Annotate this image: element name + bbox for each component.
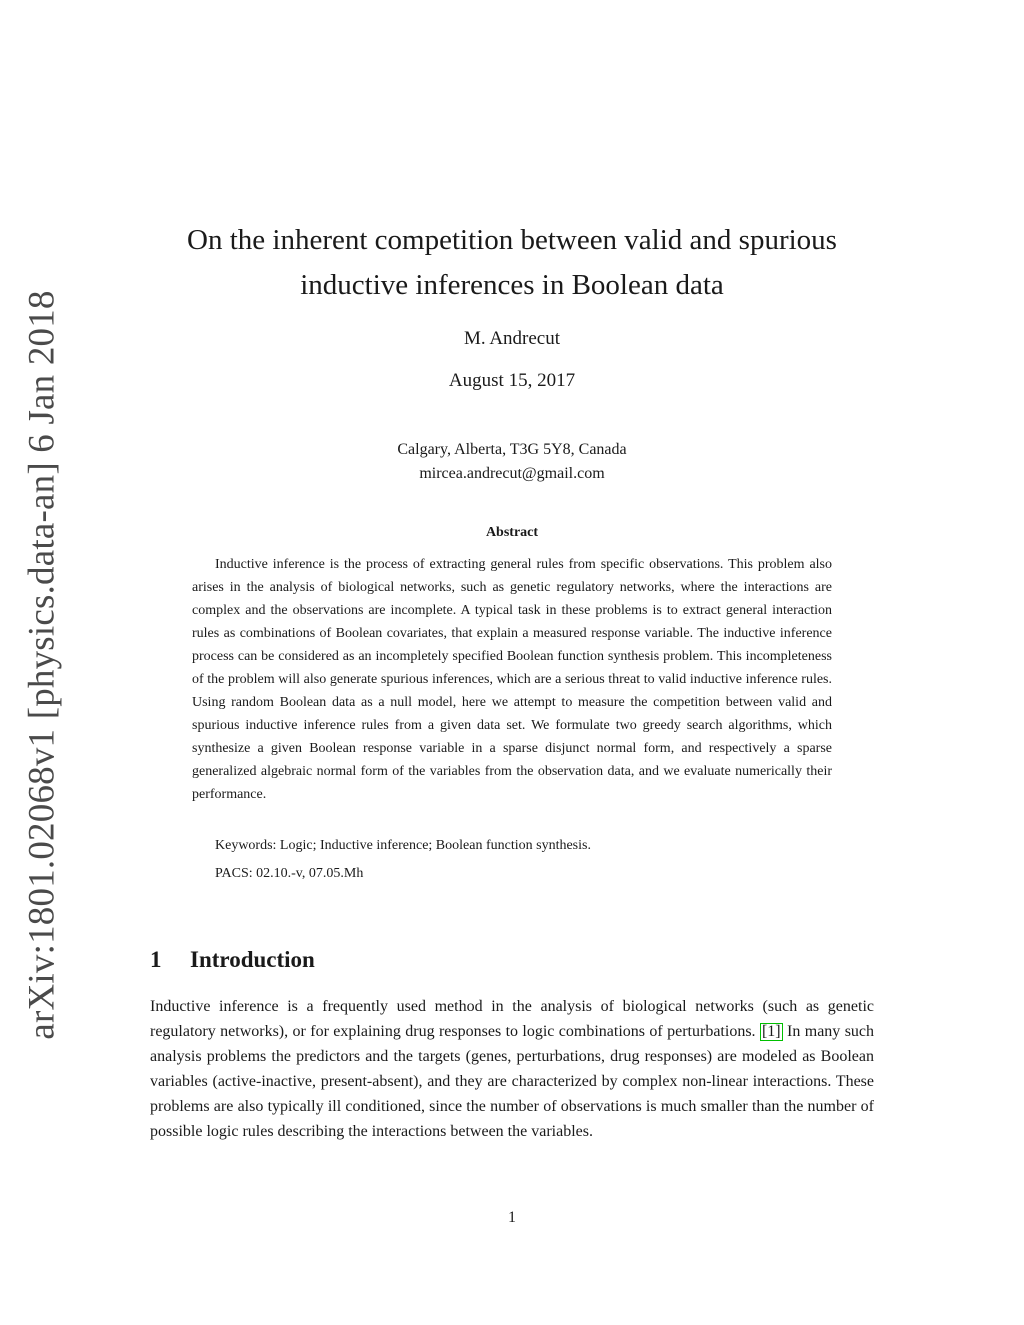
page-number: 1 (508, 1209, 516, 1226)
title-line-1: On the inherent competition between valid and spurious (187, 224, 837, 256)
author-name: M. Andrecut (463, 328, 561, 349)
affiliation-address: Calgary, Alberta, T3G 5Y8, Canada (397, 441, 627, 458)
intro-text-before-citation: Inductive inference is a frequently used method in the analysis of biological networks (such as genetic regulatory networks), or for explaining drug responses to logic combinations of perturbations. (150, 998, 874, 1040)
abstract-text: Inductive inference is the process of extracting general rules from specific observations. This problem also arises in the analysis of biological networks, such as genetic regulatory networks, where the interactions are complex and the observations are incomplete. A typical task in these problems is to extract general interaction rules as combinations of Boolean covariates, that explain a measured response variable. The inductive inference process can be considered as an incompletely specified Boolean function synthesis problem. This incompleteness of the problem will also generate spurious inferences, which are a serious threat to valid inductive inference rules. Using random Boolean data as a null model, here we attempt to measure the competition between valid and spurious inductive inference rules from a given data set. We formulate two greedy search algorithms, which synthesize a given Boolean response variable in a sparse disjunct normal form, and respectively a sparse generalized algebraic normal form of the variables from the observation data, and we evaluate numerically their performance. (192, 557, 832, 802)
citation-link[interactable]: [1] (761, 1023, 781, 1040)
pacs-line: PACS: 02.10.-v, 07.05.Mh (215, 866, 364, 881)
section-heading-introduction (150, 947, 315, 973)
arxiv-identifier: arXiv:1801.02068v1 [physics.data-an] 6 Jan 2018 (21, 290, 63, 1040)
intro-text-after-citation: In many such analysis problems the predictors and the targets (genes, perturbations, drug responses) are modeled as Boolean variables (active-inactive, present-absent), and they are characterized by complex non-linear interactions. These problems are also typically ill conditioned, since the number of observations is much smaller than the number of possible logic rules describing the interactions between the variables. (150, 1023, 875, 1140)
section-number: 1 (150, 947, 162, 972)
section-title: Introduction (190, 947, 315, 972)
title-line-2: inductive inferences in Boolean data (300, 269, 724, 301)
paper-date: August 15, 2017 (448, 370, 576, 391)
paper-title (150, 218, 874, 308)
abstract-heading: Abstract (485, 525, 539, 540)
keywords-line: Keywords: Logic; Inductive inference; Boolean function synthesis. (215, 838, 591, 853)
introduction-paragraph (150, 994, 874, 1144)
affiliation-block (150, 438, 874, 486)
author-email: mircea.andrecut@gmail.com (419, 465, 605, 482)
